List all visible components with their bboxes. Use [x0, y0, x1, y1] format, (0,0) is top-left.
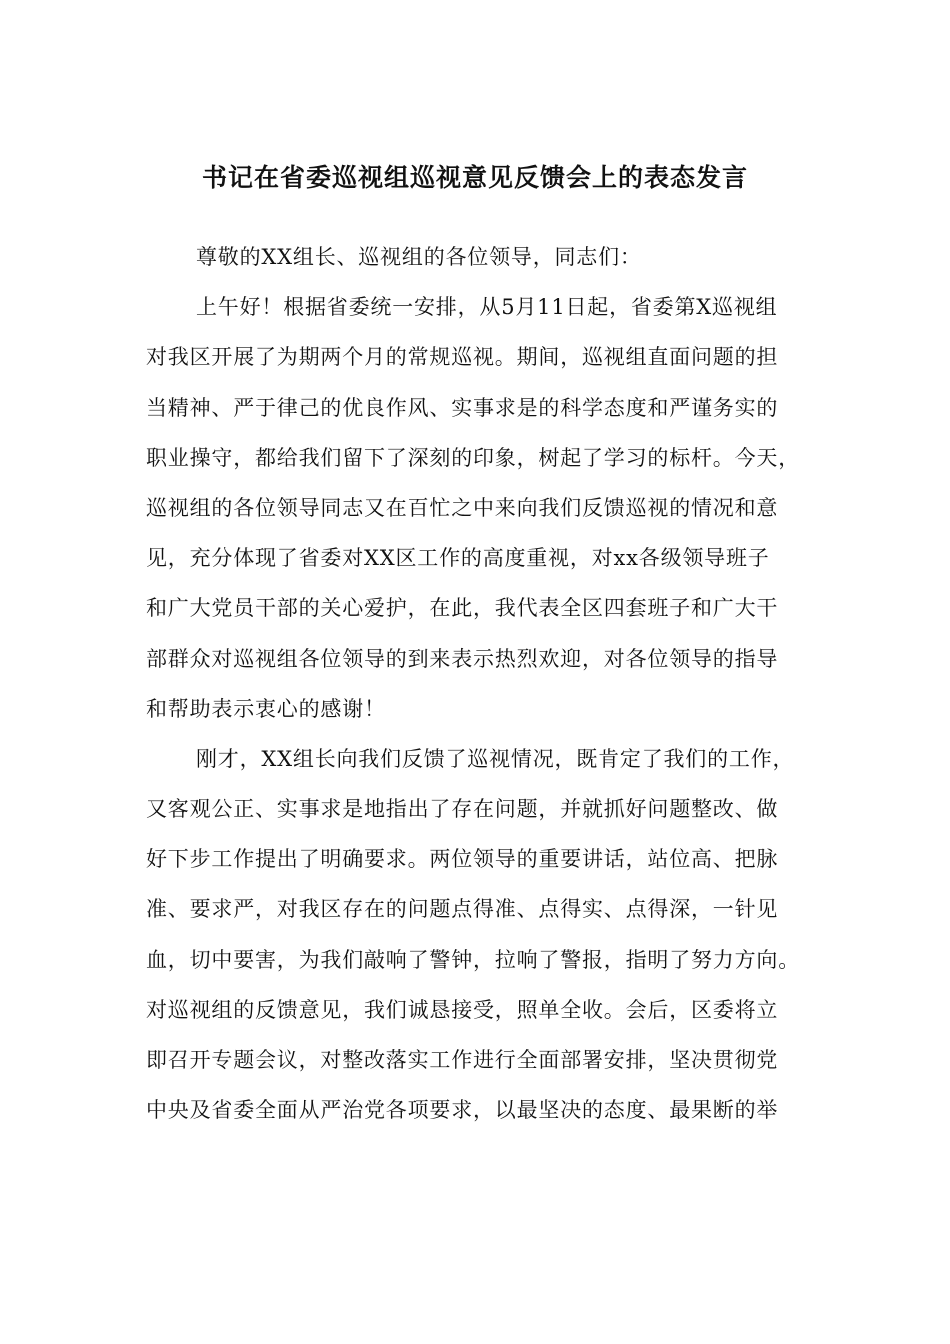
paragraph-line: 又客观公正、实事求是地指出了存在问题，并就抓好问题整改、做 [146, 797, 779, 822]
paragraph-line: 即召开专题会议，对整改落实工作进行全面部署安排，坚决贯彻党 [146, 1048, 779, 1072]
document-title: 书记在省委巡视组巡视意见反馈会上的表态发言 [201, 163, 748, 192]
paragraph-line: 准、要求严，对我区存在的问题点得准、点得实、点得深，一针见 [146, 897, 779, 922]
paragraph-line: 职业操守，都给我们留下了深刻的印象，树起了学习的标杆。今天， [146, 445, 800, 470]
paragraph-line: 和广大党员干部的关心爱护，在此，我代表全区四套班子和广大干 [146, 596, 779, 621]
paragraph-line: 中央及省委全面从严治党各项要求，以最坚决的态度、最果断的举 [146, 1098, 779, 1123]
paragraph-line: 对我区开展了为期两个月的常规巡视。期间，巡视组直面问题的担 [146, 345, 779, 370]
paragraph-line: 血，切中要害，为我们敲响了警钟，拉响了警报，指明了努力方向。 [146, 947, 800, 972]
paragraph-line: 巡视组的各位领导同志又在百忙之中来向我们反馈巡视的情况和意 [146, 495, 779, 520]
paragraph-line: 部群众对巡视组各位领导的到来表示热烈欢迎，对各位领导的指导 [146, 646, 779, 671]
paragraph-line: 对巡视组的反馈意见，我们诚恳接受，照单全收。会后，区委将立 [146, 997, 779, 1022]
salutation-line: 尊敬的XX组长、巡视组的各位领导，同志们： [196, 245, 642, 269]
paragraph-line: 上午好！根据省委统一安排，从5月11日起，省委第X巡视组 [196, 295, 778, 320]
paragraph-line: 好下步工作提出了明确要求。两位领导的重要讲话，站位高、把脉 [146, 847, 779, 872]
document-body [146, 232, 816, 1135]
paragraph-line: 刚才，XX组长向我们反馈了巡视情况，既肯定了我们的工作， [196, 746, 795, 771]
paragraph-line: 当精神、严于律己的优良作风、实事求是的科学态度和严谨务实的 [146, 395, 779, 420]
paragraph-line: 和帮助表示衷心的感谢！ [146, 696, 386, 721]
paragraph-line: 见，充分体现了省委对XX区工作的高度重视，对xx各级领导班子 [146, 546, 770, 571]
